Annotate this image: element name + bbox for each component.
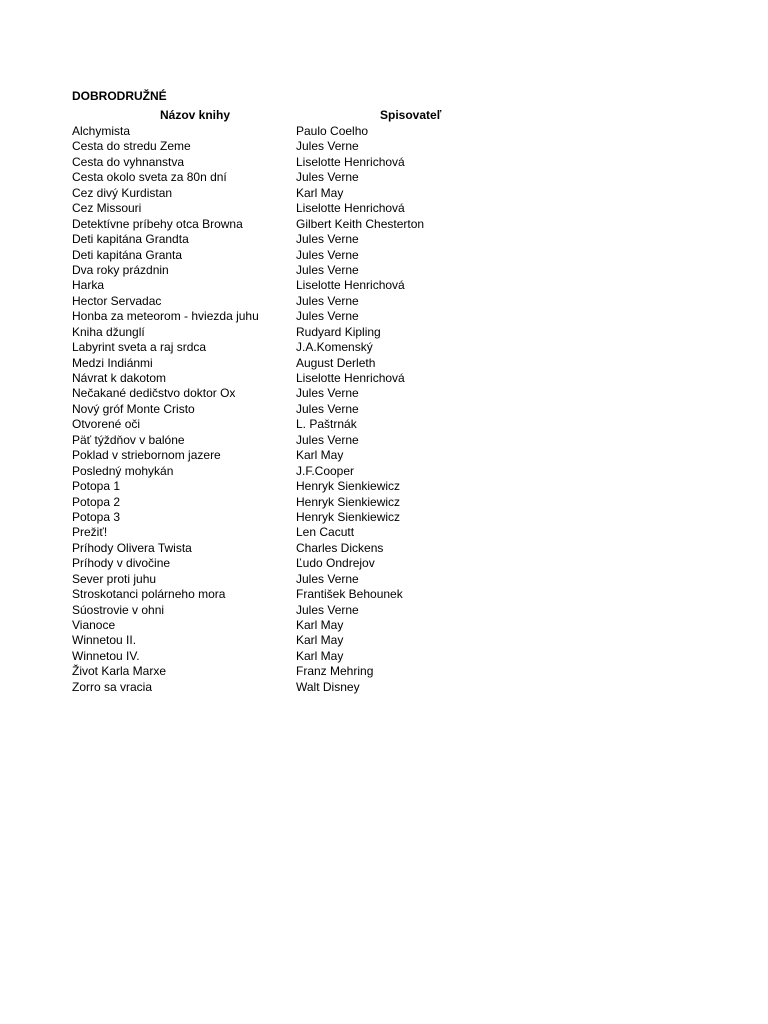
book-title-cell: Päť týždňov v balóne xyxy=(72,432,185,447)
table-row xyxy=(72,479,452,494)
column-header-author: Spisovateľ xyxy=(380,108,442,122)
book-title-cell: Posledný mohykán xyxy=(72,463,174,478)
table-row xyxy=(72,572,452,587)
author-cell: Jules Verne xyxy=(296,139,359,154)
book-title-cell: Cesta do stredu Zeme xyxy=(72,139,191,154)
book-title-cell: Príhody v divočine xyxy=(72,556,171,571)
table-row xyxy=(72,217,452,232)
table-row xyxy=(72,278,452,293)
book-title-cell: Cez Missouri xyxy=(72,201,142,216)
book-title-cell: Zorro sa vracia xyxy=(72,679,153,694)
table-row xyxy=(72,386,452,401)
table-row xyxy=(72,556,452,571)
table-row xyxy=(72,495,452,510)
author-cell: Jules Verne xyxy=(296,571,359,586)
table-row xyxy=(72,201,452,216)
author-cell: L. Paštrnák xyxy=(296,417,357,432)
author-cell: Jules Verne xyxy=(296,432,359,447)
book-title-cell: Alchymista xyxy=(72,124,131,138)
author-cell: Jules Verne xyxy=(296,309,359,324)
author-cell: Jules Verne xyxy=(296,232,359,247)
book-title-cell: Súostrovie v ohni xyxy=(72,602,165,617)
author-cell: Jules Verne xyxy=(296,386,359,401)
table-row xyxy=(72,371,452,386)
book-title-cell: Deti kapitána Granta xyxy=(72,247,183,262)
table-row xyxy=(72,232,452,247)
book-title-cell: Cesta do vyhnanstva xyxy=(72,154,185,169)
table-row xyxy=(72,170,452,185)
table-row xyxy=(72,139,452,154)
table-row xyxy=(72,263,452,278)
author-cell: Liselotte Henrichová xyxy=(296,371,405,385)
book-title-cell: Potopa 3 xyxy=(72,509,121,524)
book-title-cell: Návrat k dakotom xyxy=(72,371,167,385)
table-row xyxy=(72,248,452,263)
book-title-cell: Honba za meteorom - hviezda juhu xyxy=(72,309,259,324)
author-cell: Liselotte Henrichová xyxy=(296,201,405,216)
book-title-cell: Detektívne príbehy otca Browna xyxy=(72,216,243,231)
table-row xyxy=(72,541,452,556)
author-cell: Gilbert Keith Chesterton xyxy=(296,216,425,231)
author-cell: Karl May xyxy=(296,633,344,648)
table-row xyxy=(72,433,452,448)
book-title-cell: Otvorené oči xyxy=(72,417,141,432)
author-cell: Liselotte Henrichová xyxy=(296,278,405,293)
table-row xyxy=(72,124,452,139)
book-title-cell: Život Karla Marxe xyxy=(72,664,167,679)
table-row xyxy=(72,510,452,525)
book-title-cell: Medzi Indiánmi xyxy=(72,355,153,370)
book-title-cell: Hector Servadac xyxy=(72,293,162,308)
author-cell: Paulo Coelho xyxy=(296,124,369,138)
book-title-cell: Dva roky prázdnin xyxy=(72,262,169,277)
table-row xyxy=(72,417,452,432)
author-cell: Rudyard Kipling xyxy=(296,324,381,339)
author-cell: Karl May xyxy=(296,648,344,663)
section-title: DOBRODRUŽNÉ xyxy=(72,89,167,103)
author-cell: Karl May xyxy=(296,448,344,463)
book-title-cell: Cez divý Kurdistan xyxy=(72,185,173,200)
author-cell: Walt Disney xyxy=(296,679,360,694)
book-title-cell: Winnetou II. xyxy=(72,633,137,648)
table-row xyxy=(72,309,452,324)
book-title-cell: Poklad v striebornom jazere xyxy=(72,448,221,463)
book-title-cell: Winnetou IV. xyxy=(72,648,140,663)
table-row xyxy=(72,649,452,664)
column-header-title: Názov knihy xyxy=(159,108,231,122)
table-row xyxy=(72,325,452,340)
author-cell: František Behounek xyxy=(296,587,403,602)
author-cell: Franz Mehring xyxy=(296,664,374,679)
author-cell: Jules Verne xyxy=(296,170,359,185)
author-cell: Henryk Sienkiewicz xyxy=(296,494,401,509)
author-cell: Jules Verne xyxy=(296,602,359,617)
book-title-cell: Labyrint sveta a raj srdca xyxy=(72,340,207,355)
author-cell: Liselotte Henrichová xyxy=(296,154,405,169)
book-title-cell: Potopa 2 xyxy=(72,494,121,509)
table-row xyxy=(72,525,452,540)
book-title-cell: Nečakané dedičstvo doktor Ox xyxy=(72,386,236,401)
author-cell: August Derleth xyxy=(296,355,376,370)
book-list xyxy=(72,124,452,695)
book-title-cell: Deti kapitána Grandta xyxy=(72,232,189,247)
table-row xyxy=(72,618,452,633)
author-cell: Len Cacutt xyxy=(296,525,355,540)
author-cell: Jules Verne xyxy=(296,262,359,277)
table-row xyxy=(72,402,452,417)
table-row xyxy=(72,633,452,648)
author-cell: Jules Verne xyxy=(296,293,359,308)
book-title-cell: Cesta okolo sveta za 80n dní xyxy=(72,170,227,185)
table-row xyxy=(72,603,452,618)
table-row xyxy=(72,294,452,309)
author-cell: Charles Dickens xyxy=(296,540,384,555)
book-title-cell: Potopa 1 xyxy=(72,479,121,494)
author-cell: Karl May xyxy=(296,618,344,632)
book-title-cell: Stroskotanci polárneho mora xyxy=(72,587,226,602)
table-row xyxy=(72,680,452,695)
table-row xyxy=(72,448,452,463)
table-row xyxy=(72,464,452,479)
author-cell: Ľudo Ondrejov xyxy=(296,556,375,571)
book-title-cell: Nový gróf Monte Cristo xyxy=(72,401,195,416)
table-row xyxy=(72,340,452,355)
table-row xyxy=(72,356,452,371)
author-cell: Henryk Sienkiewicz xyxy=(296,509,401,524)
author-cell: Henryk Sienkiewicz xyxy=(296,479,401,494)
table-row xyxy=(72,587,452,602)
book-title-cell: Prežiť! xyxy=(72,525,108,540)
author-cell: Karl May xyxy=(296,185,344,200)
author-cell: J.A.Komenský xyxy=(296,340,373,355)
book-title-cell: Sever proti juhu xyxy=(72,571,157,586)
table-row xyxy=(72,186,452,201)
book-title-cell: Príhody Olivera Twista xyxy=(72,540,192,555)
table-row xyxy=(72,664,452,679)
book-title-cell: Kniha džunglí xyxy=(72,324,145,339)
book-title-cell: Vianoce xyxy=(72,618,116,632)
table-row xyxy=(72,155,452,170)
book-title-cell: Harka xyxy=(72,278,105,293)
author-cell: Jules Verne xyxy=(296,401,359,416)
author-cell: Jules Verne xyxy=(296,247,359,262)
author-cell: J.F.Cooper xyxy=(296,463,355,478)
